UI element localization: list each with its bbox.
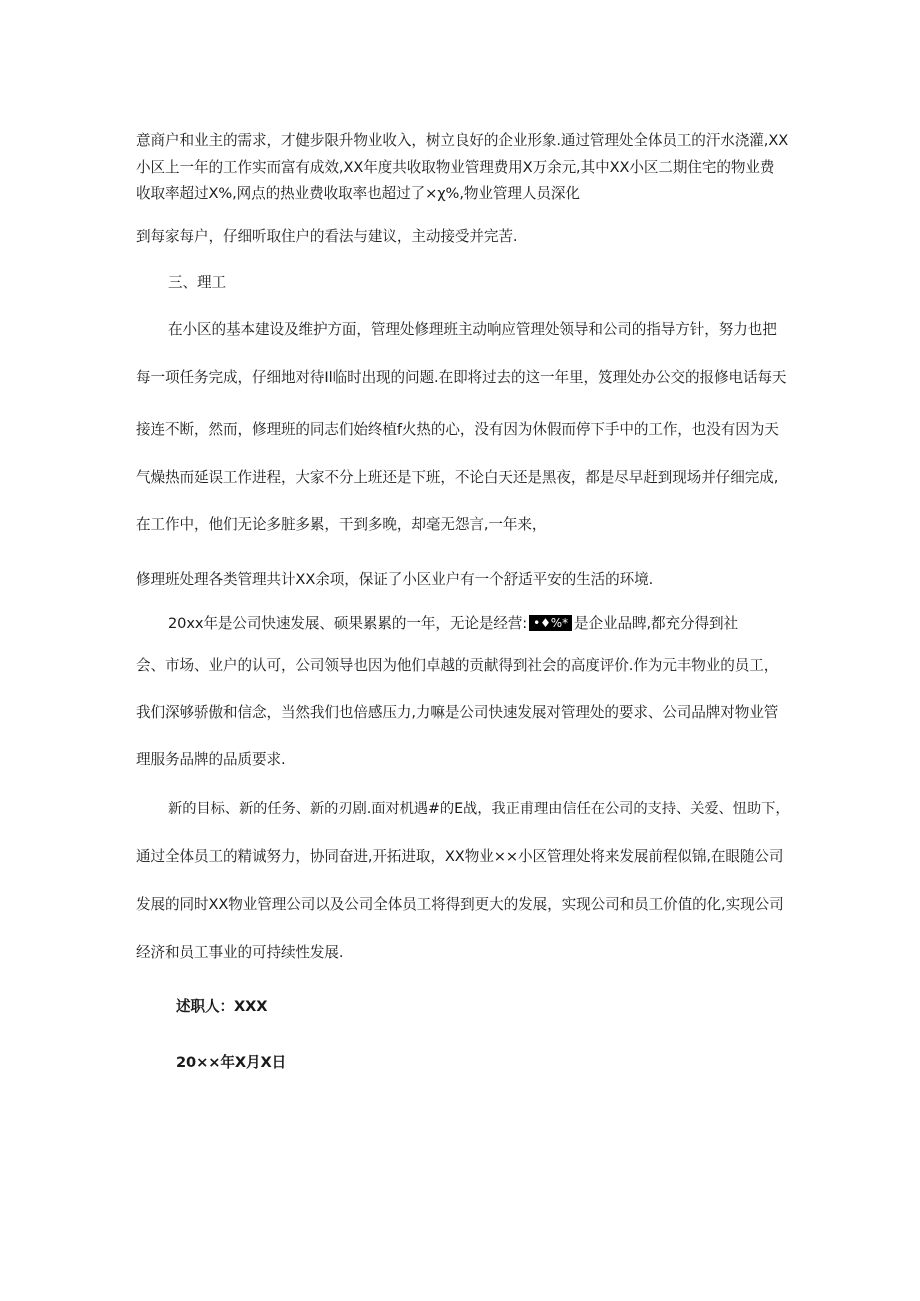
redacted-block: •♦%* — [529, 615, 572, 631]
para2-line6: 修理班处理各类管理共计XX余项，保证了小区业户有一个舒适平安的生活的环境. — [136, 571, 654, 588]
para2-line5: 在工作中，他们无论多脏多累，干到多晚，却毫无怨言,一年来， — [136, 516, 547, 533]
para1-line1: 意商户和业主的需求，才健步限升物业收入，树立良好的企业形象.通过管理处全体员工的汗水浇灌,XX — [136, 132, 789, 149]
signature-date: 20××年X月X日 — [176, 1054, 287, 1071]
para3-line4: 理服务品牌的品质要求. — [136, 751, 286, 768]
para3-line3: 我们深够骄傲和信念，当然我们也倍感压力,力嘛是公司快速发展对管理处的要求、公司品牌对物业管 — [136, 704, 779, 721]
para1-line4: 到每家每户，仔细听取住户的看法与建议，主动接受并完苦. — [136, 228, 518, 245]
para4-line4: 经济和员工事业的可持续性发展. — [136, 944, 344, 961]
para1-line3: 收取率超过X%,网点的热业费收取率也超过了×χ%,物业管理人员深化 — [136, 185, 580, 202]
para4-line2: 通过全体员工的精诚努力，协同奋进,开拓进取，XX物业××小区管理处将来发展前程似锦,在眼随公司 — [136, 848, 784, 865]
para2-line1: 在小区的基本建设及维护方面，管理处修理班主动响应管理处领导和公司的指导方针，努力也把 — [168, 321, 777, 338]
para3-line1-post: 是企业品睥,都充分得到社 — [573, 615, 738, 632]
signature-label: 述职人：XXX — [176, 998, 268, 1015]
para2-line3: 接连不断，然而，修理班的同志们始终植f火热的心，没有因为休假而停下手中的工作，也没有因为天 — [136, 421, 779, 438]
para2-line2: 每一项任务完成，仔细地对待Il临时出现的问题.在即将过去的这一年里，笈理处办公交的报修电话每天 — [136, 369, 787, 386]
para1-line2: 小区上一年的工作实而富有成效,XX年度共收取物业管理费用X万余元,其中XX小区二期住宅的物业费 — [136, 159, 775, 176]
para2-line4: 气燥热而延误工作进程，大家不分上班还是下班，不论白天还是黑夜，都是尽早赶到现场并仔细完成, — [136, 469, 779, 486]
para4-line1: 新的目标、新的任务、新的刃剧.面对机遇#的E战，我正甫理由信任在公司的支持、关爱、忸助下， — [168, 801, 790, 817]
para3-line1 — [168, 614, 738, 634]
para4-line3: 发展的同时XX物业管理公司以及公司全体员工将得到更大的发展，实现公司和员工价值的化,实现公司 — [136, 896, 784, 913]
section-heading: 三、理工 — [168, 274, 226, 291]
para3-line2: 会、市场、业户的认可，公司领导也因为他们卓越的贡献得到社会的高度评价.作为元丰物业的员工， — [136, 657, 779, 674]
para3-line1-pre: 20xx年是公司快速发展、硕果累累的一年，无论是经营: — [168, 615, 528, 632]
